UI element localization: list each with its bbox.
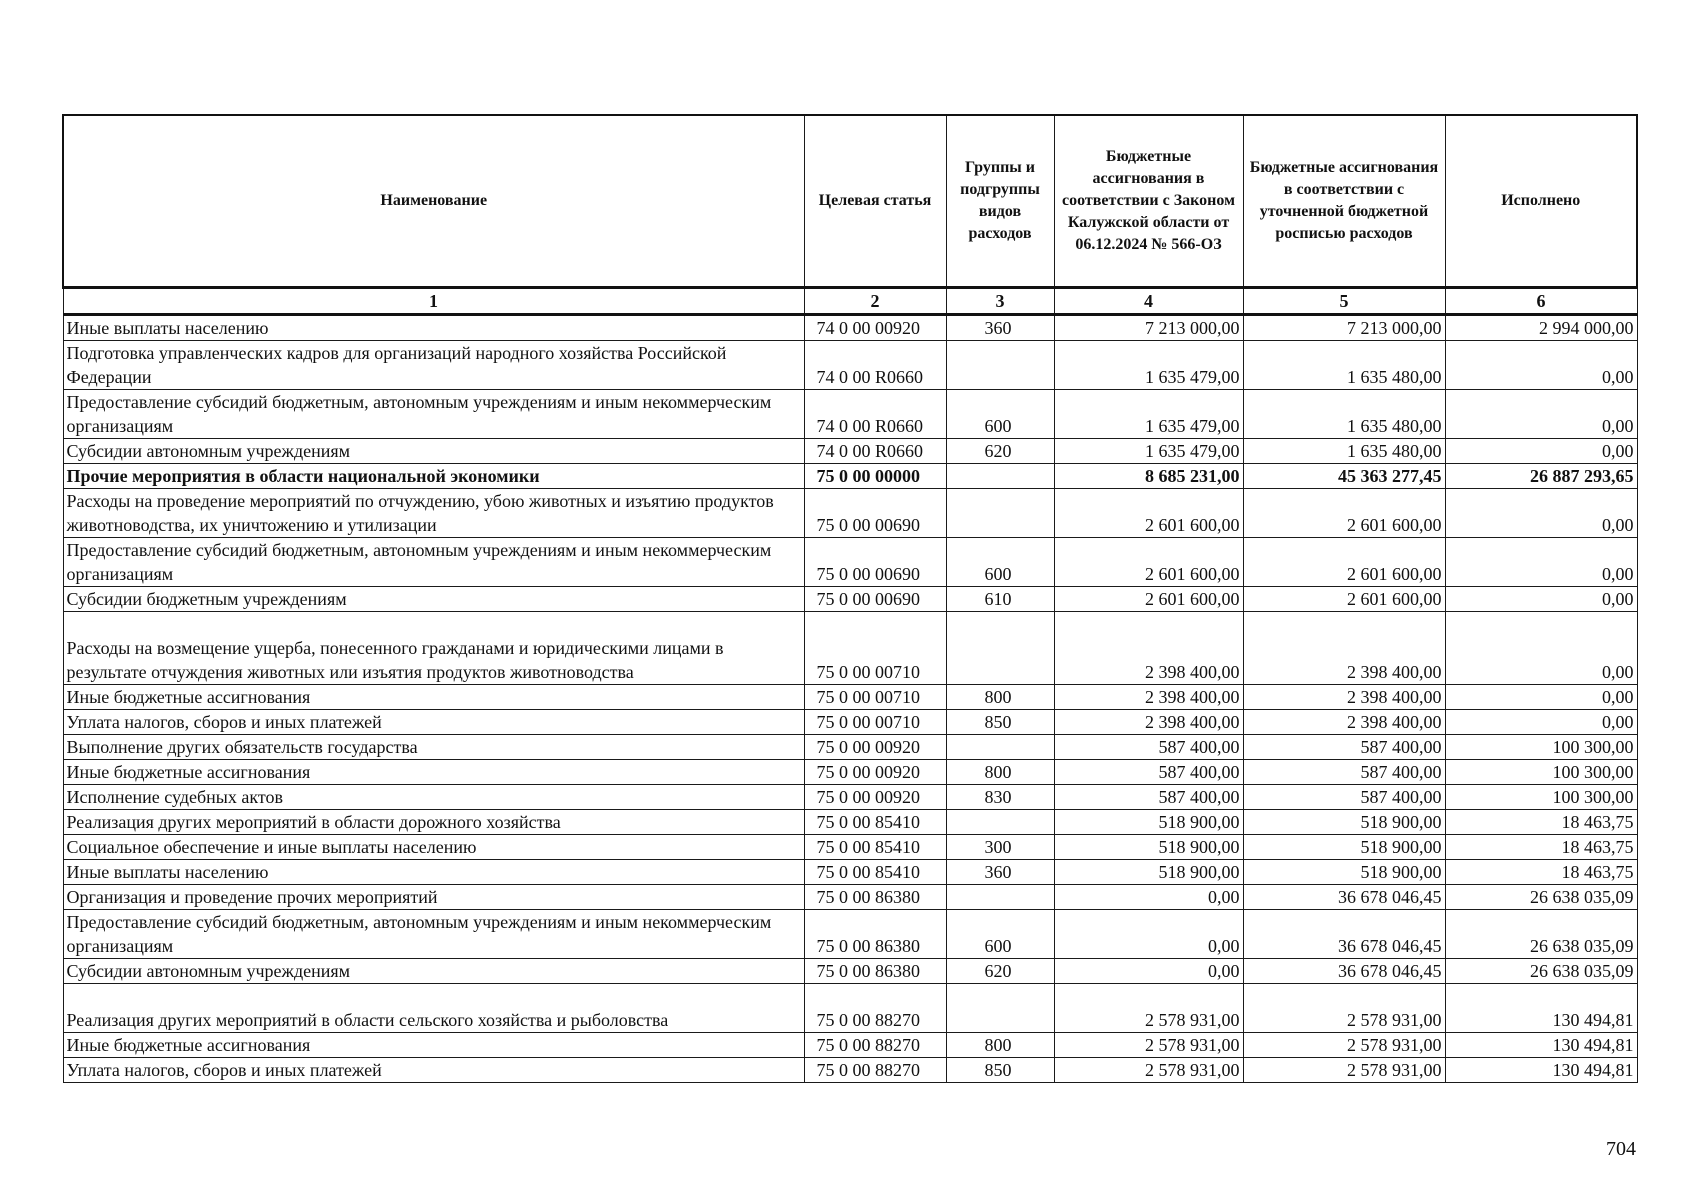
row-group-cell: 600	[946, 538, 1054, 587]
row-refined-amount-cell: 2 601 600,00	[1243, 587, 1445, 612]
row-name-cell: Предоставление субсидий бюджетным, автономным учреждениям и иным некоммерческим организациям	[63, 538, 804, 587]
row-name-cell: Предоставление субсидий бюджетным, автономным учреждениям и иным некоммерческим организациям	[63, 390, 804, 439]
row-executed-amount-cell: 0,00	[1445, 587, 1637, 612]
row-refined-amount-cell: 2 398 400,00	[1243, 612, 1445, 685]
row-law-amount-cell: 8 685 231,00	[1054, 464, 1243, 489]
row-code-cell: 75 0 00 00710	[804, 612, 946, 685]
row-name-cell: Иные бюджетные ассигнования	[63, 760, 804, 785]
column-number: 6	[1445, 288, 1637, 315]
row-name-cell: Иные выплаты населению	[63, 315, 804, 341]
row-refined-amount-cell: 2 601 600,00	[1243, 538, 1445, 587]
row-name-cell: Субсидии автономным учреждениям	[63, 959, 804, 984]
row-executed-amount-cell: 2 994 000,00	[1445, 315, 1637, 341]
table-row	[63, 315, 1637, 341]
row-name-cell: Иные бюджетные ассигнования	[63, 685, 804, 710]
row-name-cell: Уплата налогов, сборов и иных платежей	[63, 710, 804, 735]
table-row	[63, 1058, 1637, 1083]
row-group-cell: 620	[946, 959, 1054, 984]
row-refined-amount-cell: 1 635 480,00	[1243, 439, 1445, 464]
row-executed-amount-cell: 0,00	[1445, 612, 1637, 685]
row-refined-amount-cell: 587 400,00	[1243, 735, 1445, 760]
row-group-cell: 600	[946, 910, 1054, 959]
row-refined-amount-cell: 518 900,00	[1243, 810, 1445, 835]
row-law-amount-cell: 2 601 600,00	[1054, 538, 1243, 587]
row-executed-amount-cell: 26 638 035,09	[1445, 959, 1637, 984]
page-number: 704	[1606, 1138, 1636, 1160]
row-code-cell: 75 0 00 85410	[804, 810, 946, 835]
row-code-cell: 75 0 00 86380	[804, 959, 946, 984]
row-refined-amount-cell: 7 213 000,00	[1243, 315, 1445, 341]
row-group-cell: 360	[946, 860, 1054, 885]
row-executed-amount-cell: 0,00	[1445, 685, 1637, 710]
row-refined-amount-cell: 1 635 480,00	[1243, 390, 1445, 439]
row-executed-amount-cell: 100 300,00	[1445, 760, 1637, 785]
row-code-cell: 75 0 00 88270	[804, 984, 946, 1033]
row-name-cell: Субсидии автономным учреждениям	[63, 439, 804, 464]
row-name-cell: Уплата налогов, сборов и иных платежей	[63, 1058, 804, 1083]
row-group-cell: 850	[946, 1058, 1054, 1083]
row-law-amount-cell: 0,00	[1054, 910, 1243, 959]
table-row	[63, 612, 1637, 685]
row-code-cell: 75 0 00 00690	[804, 587, 946, 612]
row-executed-amount-cell: 26 638 035,09	[1445, 910, 1637, 959]
row-name-cell: Субсидии бюджетным учреждениям	[63, 587, 804, 612]
row-executed-amount-cell: 0,00	[1445, 489, 1637, 538]
row-code-cell: 75 0 00 00690	[804, 538, 946, 587]
row-executed-amount-cell: 26 887 293,65	[1445, 464, 1637, 489]
column-number: 5	[1243, 288, 1445, 315]
table-row	[63, 860, 1637, 885]
table-row	[63, 538, 1637, 587]
row-law-amount-cell: 0,00	[1054, 959, 1243, 984]
row-executed-amount-cell: 100 300,00	[1445, 785, 1637, 810]
row-group-cell	[946, 810, 1054, 835]
row-name-cell: Прочие мероприятия в области национальной экономики	[63, 464, 804, 489]
row-refined-amount-cell: 587 400,00	[1243, 760, 1445, 785]
table-row	[63, 587, 1637, 612]
row-executed-amount-cell: 100 300,00	[1445, 735, 1637, 760]
row-refined-amount-cell: 1 635 480,00	[1243, 341, 1445, 390]
column-number-row	[63, 288, 1637, 315]
row-group-cell: 620	[946, 439, 1054, 464]
row-refined-amount-cell: 45 363 277,45	[1243, 464, 1445, 489]
row-executed-amount-cell: 0,00	[1445, 341, 1637, 390]
row-refined-amount-cell: 2 578 931,00	[1243, 1058, 1445, 1083]
row-executed-amount-cell: 0,00	[1445, 439, 1637, 464]
row-executed-amount-cell: 0,00	[1445, 710, 1637, 735]
row-refined-amount-cell: 2 398 400,00	[1243, 685, 1445, 710]
row-executed-amount-cell: 18 463,75	[1445, 860, 1637, 885]
row-refined-amount-cell: 2 601 600,00	[1243, 489, 1445, 538]
row-code-cell: 75 0 00 88270	[804, 1058, 946, 1083]
row-refined-amount-cell: 518 900,00	[1243, 860, 1445, 885]
row-group-cell: 360	[946, 315, 1054, 341]
row-law-amount-cell: 2 398 400,00	[1054, 685, 1243, 710]
row-law-amount-cell: 1 635 479,00	[1054, 439, 1243, 464]
row-name-cell: Реализация других мероприятий в области сельского хозяйства и рыболовства	[63, 984, 804, 1033]
row-name-cell: Подготовка управленческих кадров для организаций народного хозяйства Российской Федерации	[63, 341, 804, 390]
row-executed-amount-cell: 26 638 035,09	[1445, 885, 1637, 910]
table-row	[63, 910, 1637, 959]
header-row	[63, 115, 1637, 288]
row-refined-amount-cell: 36 678 046,45	[1243, 910, 1445, 959]
table-row	[63, 735, 1637, 760]
row-name-cell: Выполнение других обязательств государства	[63, 735, 804, 760]
row-law-amount-cell: 587 400,00	[1054, 785, 1243, 810]
row-code-cell: 74 0 00 R0660	[804, 341, 946, 390]
row-executed-amount-cell: 130 494,81	[1445, 984, 1637, 1033]
row-group-cell	[946, 612, 1054, 685]
row-law-amount-cell: 2 578 931,00	[1054, 984, 1243, 1033]
row-group-cell	[946, 489, 1054, 538]
table-row	[63, 685, 1637, 710]
table-row	[63, 785, 1637, 810]
header-groups: Группы и подгруппы видов расходов	[946, 115, 1054, 288]
row-code-cell: 75 0 00 00920	[804, 735, 946, 760]
row-code-cell: 75 0 00 00920	[804, 785, 946, 810]
header-name: Наименование	[63, 115, 804, 288]
row-group-cell	[946, 885, 1054, 910]
row-group-cell: 600	[946, 390, 1054, 439]
row-name-cell: Предоставление субсидий бюджетным, автономным учреждениям и иным некоммерческим организациям	[63, 910, 804, 959]
row-name-cell: Организация и проведение прочих мероприятий	[63, 885, 804, 910]
row-law-amount-cell: 587 400,00	[1054, 735, 1243, 760]
row-refined-amount-cell: 2 578 931,00	[1243, 984, 1445, 1033]
row-code-cell: 75 0 00 00710	[804, 710, 946, 735]
row-name-cell: Расходы на возмещение ущерба, понесенного гражданами и юридическими лицами в результате отчуждения животных или изъятия продуктов животноводства	[63, 612, 804, 685]
row-group-cell: 800	[946, 760, 1054, 785]
column-number: 3	[946, 288, 1054, 315]
table-row	[63, 959, 1637, 984]
row-code-cell: 74 0 00 00920	[804, 315, 946, 341]
row-executed-amount-cell: 130 494,81	[1445, 1058, 1637, 1083]
table-row	[63, 984, 1637, 1033]
table-row	[63, 489, 1637, 538]
row-law-amount-cell: 2 578 931,00	[1054, 1033, 1243, 1058]
header-refined: Бюджетные ассигнования в соответствии с уточненной бюджетной росписью расходов	[1243, 115, 1445, 288]
row-group-cell: 300	[946, 835, 1054, 860]
row-code-cell: 74 0 00 R0660	[804, 439, 946, 464]
row-executed-amount-cell: 130 494,81	[1445, 1033, 1637, 1058]
row-name-cell: Иные выплаты населению	[63, 860, 804, 885]
table-row	[63, 1033, 1637, 1058]
row-refined-amount-cell: 36 678 046,45	[1243, 885, 1445, 910]
row-name-cell: Социальное обеспечение и иные выплаты населению	[63, 835, 804, 860]
row-refined-amount-cell: 2 578 931,00	[1243, 1033, 1445, 1058]
row-group-cell: 800	[946, 685, 1054, 710]
row-code-cell: 75 0 00 85410	[804, 860, 946, 885]
table-row	[63, 439, 1637, 464]
row-code-cell: 75 0 00 00000	[804, 464, 946, 489]
header-executed: Исполнено	[1445, 115, 1637, 288]
column-number: 1	[63, 288, 804, 315]
row-executed-amount-cell: 18 463,75	[1445, 835, 1637, 860]
column-number: 4	[1054, 288, 1243, 315]
row-law-amount-cell: 7 213 000,00	[1054, 315, 1243, 341]
row-law-amount-cell: 518 900,00	[1054, 810, 1243, 835]
row-law-amount-cell: 0,00	[1054, 885, 1243, 910]
row-group-cell: 610	[946, 587, 1054, 612]
row-refined-amount-cell: 2 398 400,00	[1243, 710, 1445, 735]
row-group-cell	[946, 464, 1054, 489]
row-group-cell: 800	[946, 1033, 1054, 1058]
row-code-cell: 75 0 00 86380	[804, 885, 946, 910]
row-refined-amount-cell: 518 900,00	[1243, 835, 1445, 860]
table-row	[63, 464, 1637, 489]
row-code-cell: 75 0 00 85410	[804, 835, 946, 860]
row-code-cell: 75 0 00 00710	[804, 685, 946, 710]
row-law-amount-cell: 1 635 479,00	[1054, 341, 1243, 390]
row-law-amount-cell: 1 635 479,00	[1054, 390, 1243, 439]
row-code-cell: 74 0 00 R0660	[804, 390, 946, 439]
row-group-cell: 830	[946, 785, 1054, 810]
row-law-amount-cell: 2 601 600,00	[1054, 489, 1243, 538]
row-code-cell: 75 0 00 00920	[804, 760, 946, 785]
row-law-amount-cell: 2 578 931,00	[1054, 1058, 1243, 1083]
table-row	[63, 835, 1637, 860]
row-executed-amount-cell: 0,00	[1445, 390, 1637, 439]
row-group-cell	[946, 984, 1054, 1033]
row-executed-amount-cell: 0,00	[1445, 538, 1637, 587]
row-name-cell: Иные бюджетные ассигнования	[63, 1033, 804, 1058]
table-row	[63, 341, 1637, 390]
row-refined-amount-cell: 36 678 046,45	[1243, 959, 1445, 984]
row-law-amount-cell: 2 601 600,00	[1054, 587, 1243, 612]
row-law-amount-cell: 518 900,00	[1054, 835, 1243, 860]
header-target: Целевая статья	[804, 115, 946, 288]
table-row	[63, 810, 1637, 835]
budget-table	[62, 114, 1638, 1083]
row-law-amount-cell: 2 398 400,00	[1054, 710, 1243, 735]
header-law: Бюджетные ассигнования в соответствии с Законом Калужской области от 06.12.2024 № 566-ОЗ	[1054, 115, 1243, 288]
row-code-cell: 75 0 00 86380	[804, 910, 946, 959]
row-group-cell	[946, 735, 1054, 760]
column-number: 2	[804, 288, 946, 315]
row-group-cell: 850	[946, 710, 1054, 735]
row-law-amount-cell: 2 398 400,00	[1054, 612, 1243, 685]
table-row	[63, 760, 1637, 785]
row-law-amount-cell: 587 400,00	[1054, 760, 1243, 785]
row-name-cell: Реализация других мероприятий в области дорожного хозяйства	[63, 810, 804, 835]
row-name-cell: Расходы на проведение мероприятий по отчуждению, убою животных и изъятию продуктов животноводства, их уничтожению и утилизации	[63, 489, 804, 538]
table-row	[63, 390, 1637, 439]
row-refined-amount-cell: 587 400,00	[1243, 785, 1445, 810]
row-code-cell: 75 0 00 00690	[804, 489, 946, 538]
row-group-cell	[946, 341, 1054, 390]
row-code-cell: 75 0 00 88270	[804, 1033, 946, 1058]
row-executed-amount-cell: 18 463,75	[1445, 810, 1637, 835]
row-law-amount-cell: 518 900,00	[1054, 860, 1243, 885]
table-row	[63, 885, 1637, 910]
row-name-cell: Исполнение судебных актов	[63, 785, 804, 810]
table-row	[63, 710, 1637, 735]
